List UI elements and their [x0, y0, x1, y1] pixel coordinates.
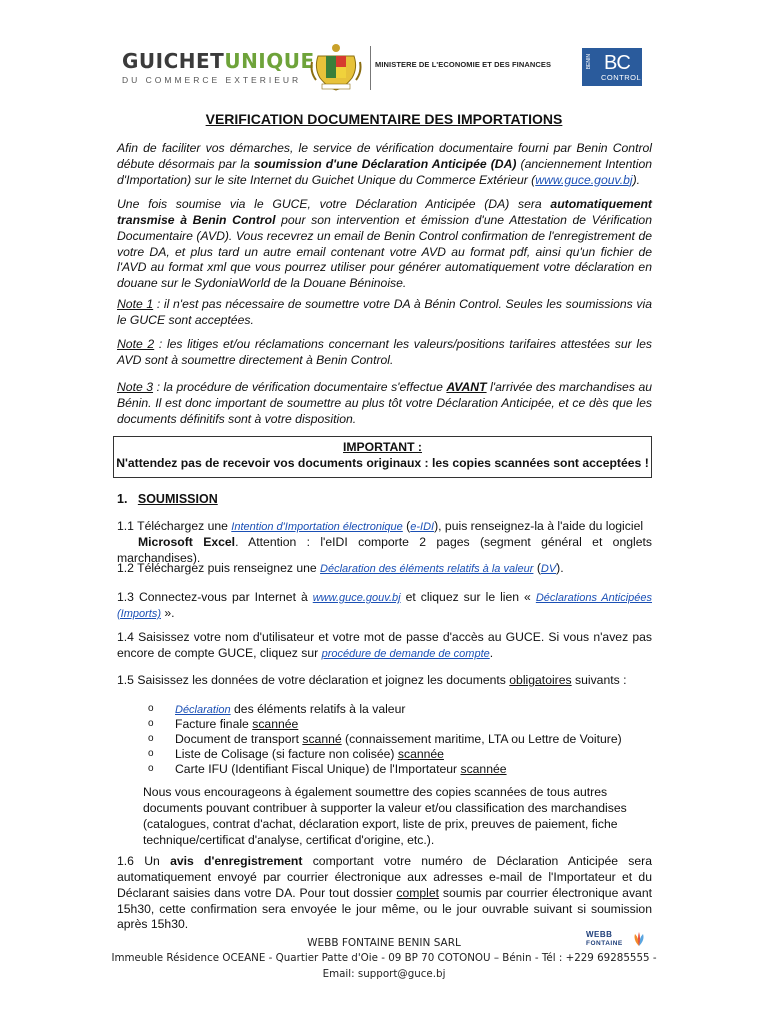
- benin-control-logo: [582, 48, 642, 86]
- guce-link[interactable]: www.guce.gouv.bj: [535, 172, 633, 187]
- intro-paragraph-1: [117, 141, 652, 189]
- webb-fontaine-logo: [586, 930, 646, 952]
- footer-company: WEBB FONTAINE BENIN SARL: [307, 937, 461, 949]
- eidi-download-link[interactable]: Intention d'Importation électronique: [231, 521, 403, 533]
- document-title: VERIFICATION DOCUMENTAIRE DES IMPORTATIONS: [205, 111, 563, 127]
- section-1-number: 1.: [117, 492, 128, 506]
- intro-p2-text-a: Une fois soumise via le GUCE, votre Déclaration Anticipée (DA) sera: [117, 197, 551, 211]
- list-item: [148, 762, 628, 777]
- bullet-4-text: Liste de Colisage (si facture non colisée): [175, 747, 398, 761]
- step-1-1-number: 1.1: [117, 519, 134, 533]
- eidi-short-link[interactable]: e-IDI: [410, 521, 435, 533]
- bullet-marker: o: [148, 718, 154, 729]
- logo-guichet-text: GUICHET: [122, 49, 225, 73]
- declaration-link[interactable]: Déclaration: [175, 704, 231, 716]
- step-1-4-text-b: .: [489, 645, 494, 660]
- step-1-6-complet: complet: [396, 885, 440, 900]
- webb-logo-line2: FONTAINE: [586, 940, 623, 948]
- step-1-3-number: 1.3: [117, 590, 134, 604]
- step-1-5-number: 1.5: [117, 673, 134, 687]
- bullet-5-text: Carte IFU (Identifiant Fiscal Unique) de l'Importateur: [175, 762, 461, 776]
- step-1-4-text-a: Saisissez votre nom d'utilisateur et votre mot de passe d'accès au GUCE. Si vous n'avez pas encore de compte GUCE, cliquez sur: [117, 630, 652, 660]
- bullet-marker: o: [148, 763, 154, 774]
- bullet-2-underlined: scannée: [252, 717, 299, 731]
- step-1-5-text-b: suivants :: [571, 673, 627, 687]
- intro-p2-text-c: pour son intervention et émission d'une Attestation de Vérification Documentaire (AVD). Vous recevrez un email de Benin Control confirmation de l'enregistrement de votre DA, et plus tard un autre email contenant votre AVD au format pdf, ainsi qu'un fichier de l'AVD au format xml que vous pourrez utiliser pour générer automatiquement votre déclaration en douane sur le SydoniaWorld de la Douane Béninoise.: [117, 212, 652, 291]
- bullet-2-text: Facture finale: [175, 717, 253, 731]
- note-3-text-c: l'arrivée des marchandises au Bénin. Il est donc important de soumettre au plus tôt votre Déclaration Anticipée, et ce dès que les documents définitifs sont à votre disposition.: [117, 380, 652, 426]
- document-header: [118, 42, 658, 94]
- bullet-5-underlined: scannée: [460, 762, 507, 776]
- intro-p1-text-a: Afin de faciliter vos démarches, le service de vérification documentaire fourni par Benin Control débute désormais par la: [117, 141, 652, 171]
- step-1-1-text-e: . Attention : l'eIDI comporte 2 pages (segment général et onglets marchandises).: [117, 534, 652, 565]
- list-item: [148, 717, 628, 732]
- required-documents-list: [148, 702, 628, 777]
- step-1-1-text-b: (: [402, 519, 411, 533]
- step-1-5-obligatoires: obligatoires: [509, 673, 572, 687]
- footer-email: Email: support@guce.bj: [322, 968, 446, 981]
- step-1-2-number: 1.2: [117, 561, 134, 575]
- note-1-label: Note 1: [117, 297, 154, 311]
- step-1-3: [117, 590, 652, 622]
- bullet-marker: o: [148, 703, 154, 714]
- logo-unique-text: UNIQUE: [224, 49, 315, 73]
- note-3: [117, 380, 652, 428]
- note-2-label: Note 2: [117, 337, 155, 351]
- step-1-5-text-a: Saisissez les données de votre déclaration et joignez les documents: [133, 673, 510, 687]
- note-3-text-a: : la procédure de vérification documentaire s'effectue: [153, 380, 447, 394]
- step-1-2-text-a: Téléchargez puis renseignez une: [133, 561, 321, 575]
- step-1-3-text-a: Connectez-vous par Internet à: [133, 590, 313, 604]
- list-item: [148, 702, 628, 717]
- list-item: [148, 747, 628, 762]
- ministry-name: MINISTERE DE L'ECONOMIE ET DES FINANCES: [375, 60, 552, 69]
- footer-address: Immeuble Résidence OCEANE - Quartier Patte d'Oie - 09 BP 70 COTONOU – Bénin - Tél : +229 69285555 -: [111, 952, 657, 965]
- bc-logo-main-text: BC: [604, 52, 630, 74]
- step-1-1-excel: Microsoft Excel: [138, 534, 236, 549]
- declarations-anticipees-link[interactable]: Déclarations Anticipées (Imports): [117, 592, 652, 620]
- step-1-3-text-c: ».: [161, 605, 175, 620]
- bullet-4-underlined: scannée: [397, 747, 444, 761]
- step-1-6-text-a: Un: [133, 854, 171, 868]
- note-1: [117, 297, 652, 329]
- webb-logo-line1: WEBB: [586, 930, 613, 939]
- step-1-1-text-c: ), puis renseignez-la à l'aide du logiciel: [434, 519, 644, 533]
- intro-p1-text-c: (anciennement Intention d'Importation) sur le site Internet du Guichet Unique du Commerce Extérieur (: [117, 156, 653, 187]
- bullet-3-text-b: (connaissement maritime, LTA ou Lettre de Voiture): [341, 732, 622, 746]
- document-footer: [0, 935, 768, 983]
- benin-coat-of-arms-icon: [308, 42, 364, 94]
- bullet-marker: o: [148, 733, 154, 744]
- step-1-2-text-c: ).: [556, 561, 564, 575]
- dv-short-link[interactable]: DV: [540, 563, 557, 575]
- note-3-label: Note 3: [117, 380, 154, 394]
- header-divider: [370, 46, 371, 90]
- step-1-6-text-d: soumis par courrier électronique avant 15h30, cette confirmation sera envoyée le jour même, ou le jour ouvrable suivant si soumission après 15h30.: [117, 885, 652, 932]
- guichet-unique-logo: [122, 48, 315, 86]
- bullet-marker: o: [148, 748, 154, 759]
- step-1-1-text-a: Téléchargez une: [133, 519, 232, 533]
- step-1-3-text-b: et cliquez sur le lien «: [400, 590, 536, 604]
- intro-p1-bold: soumission d'une Déclaration Anticipée (DA): [253, 156, 517, 171]
- important-heading: IMPORTANT :: [343, 440, 422, 454]
- guce-site-link[interactable]: www.guce.gouv.bj: [312, 592, 401, 604]
- step-1-2: [117, 561, 652, 577]
- step-1-4: [117, 630, 652, 662]
- step-1-6: [117, 854, 652, 933]
- step-1-4-number: 1.4: [117, 630, 134, 644]
- webb-fontaine-flower-icon: [631, 932, 647, 948]
- list-item: [148, 732, 628, 747]
- step-1-2-text-b: (: [533, 561, 541, 575]
- encourage-paragraph: Nous vous encourageons à également soumettre des copies scannées de tous autres documents pouvant contribuer à supporter la valeur et/ou classification des marchandises (catalogues, contrat d'achat, déclaration export, liste de prix, preuves de paiement, fiche technique/certificat d'analyse, certificat d'origine, etc.).: [143, 785, 627, 847]
- bullet-3-text-a: Document de transport: [175, 732, 303, 746]
- bullet-1-text: des éléments relatifs à la valeur: [230, 702, 406, 716]
- step-1-6-bold: avis d'enregistrement: [170, 854, 303, 868]
- dv-download-link[interactable]: Déclaration des éléments relatifs à la valeur: [320, 563, 534, 575]
- section-1-heading: [117, 491, 218, 507]
- note-3-avant: AVANT: [446, 380, 487, 394]
- account-request-link[interactable]: procédure de demande de compte: [321, 647, 490, 660]
- note-1-text: : il n'est pas nécessaire de soumettre votre DA à Bénin Control. Seules les soumissions via le GUCE sont acceptées.: [117, 297, 652, 327]
- step-1-5: [117, 673, 652, 689]
- section-1-title: SOUMISSION: [137, 492, 218, 506]
- logo-subtitle: DU COMMERCE EXTERIEUR: [122, 75, 302, 85]
- intro-p2-bold: automatiquement transmise à Benin Control: [117, 197, 652, 227]
- intro-p1-text-d: ).: [632, 172, 641, 187]
- bc-logo-sub-text: CONTROL: [601, 73, 642, 82]
- step-1-6-number: 1.6: [117, 854, 134, 868]
- important-text: N'attendez pas de recevoir vos documents originaux : les copies scannées sont acceptées !: [116, 455, 649, 470]
- bc-logo-side-text: BENIN: [586, 54, 592, 70]
- step-1-1: [117, 519, 652, 567]
- note-2-text: : les litiges et/ou réclamations concernant les valeurs/positions tarifaires attestées sur les AVD sont à soumettre directement à Benin Control.: [117, 337, 652, 367]
- note-2: [117, 337, 652, 369]
- step-1-6-text-c: comportant votre numéro de Déclaration Anticipée sera automatiquement envoyé par courrier électronique aux adresses e-mail de l'Importateur et du Déclarant saisies dans votre DA. Pour tout dossier: [117, 854, 653, 900]
- intro-paragraph-2: [117, 197, 652, 292]
- bullet-3-underlined: scanné: [302, 732, 342, 746]
- important-notice-box: [113, 436, 652, 478]
